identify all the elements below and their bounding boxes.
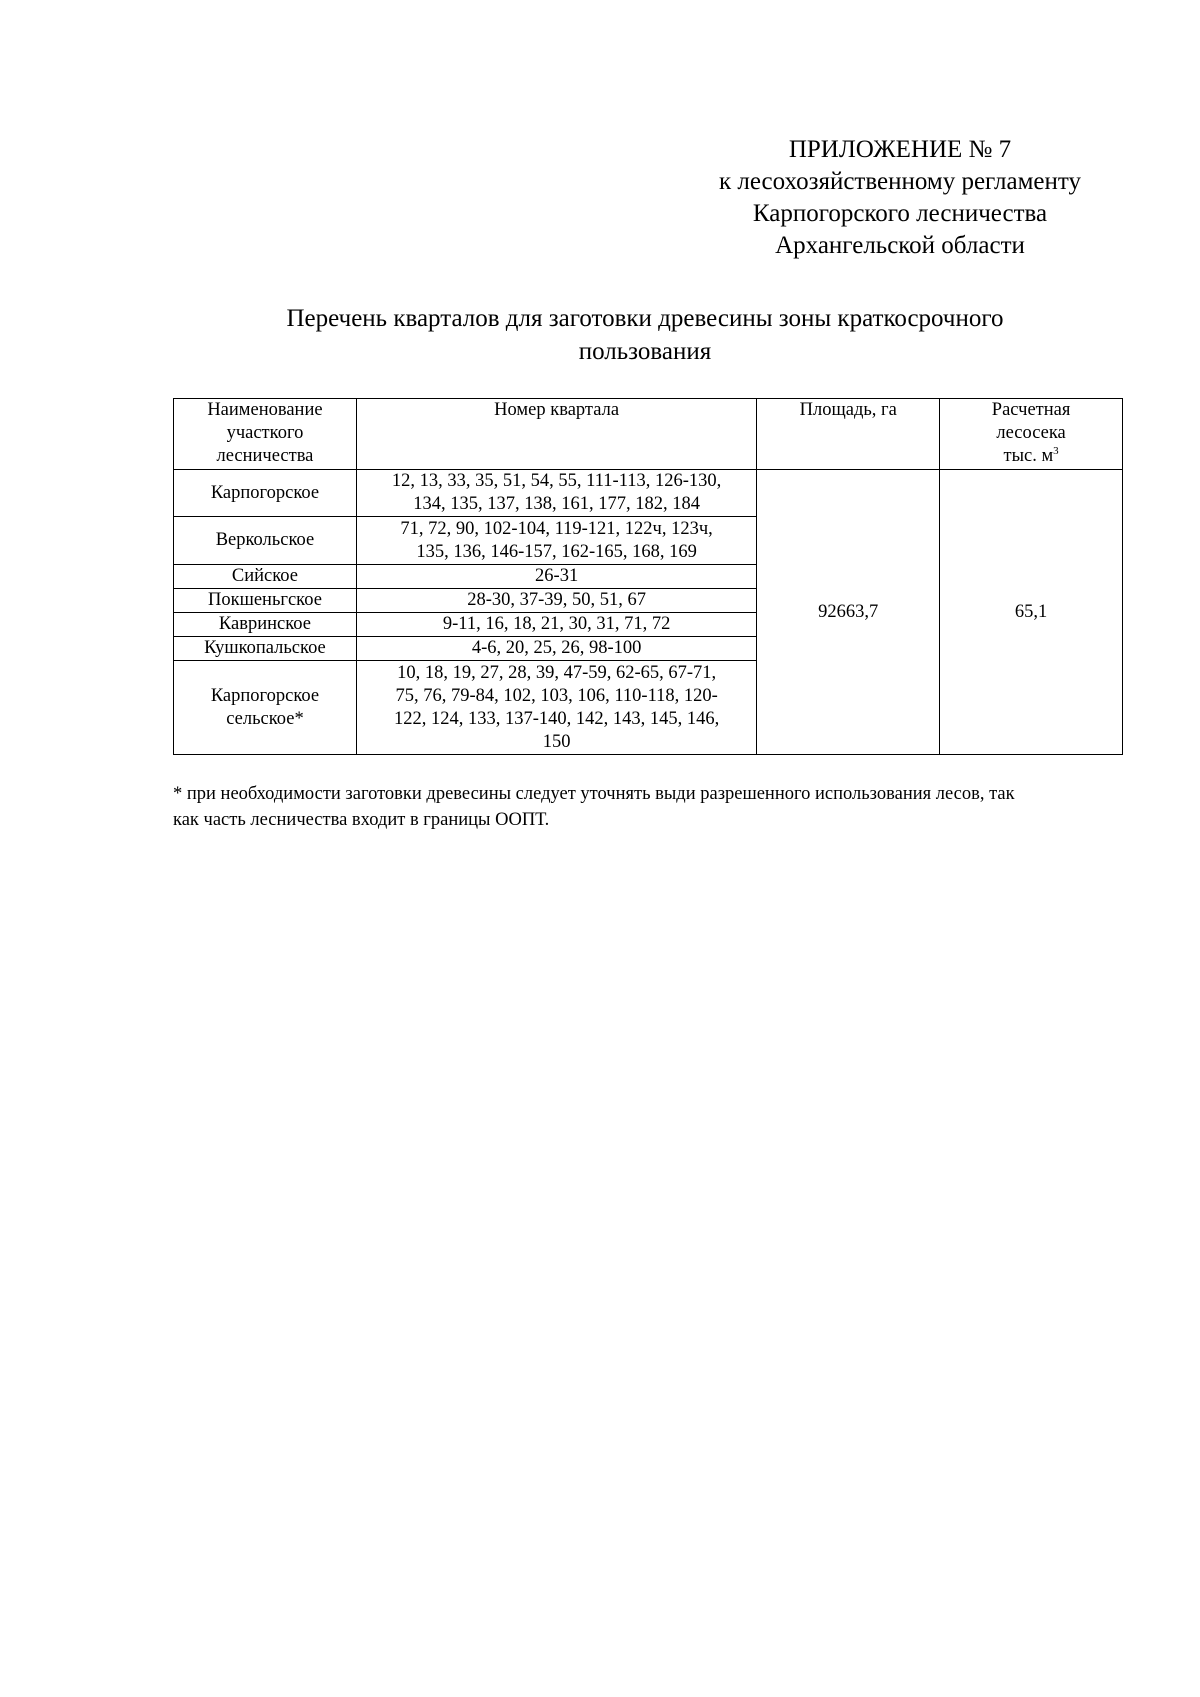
table-row (174, 470, 1123, 517)
forestry-name-cell: Кушкопальское (174, 637, 357, 661)
table-header-row (174, 399, 1123, 470)
header-area: Площадь, га (757, 399, 940, 470)
header-estimated-cut-line: Расчетная (991, 400, 1071, 420)
quarters-cell: 26-31 (356, 565, 756, 589)
header-quarter-number: Номер квартала (356, 399, 756, 470)
forestry-name-line: Карпогорское (210, 685, 320, 706)
forestry-name-cell: Карпогорское (174, 470, 357, 517)
appendix-header (680, 134, 1120, 262)
quarters-line: 12, 13, 33, 35, 51, 54, 55, 111-113, 126-130, (391, 471, 722, 491)
appendix-number: ПРИЛОЖЕНИЕ № 7 (788, 136, 1012, 163)
header-estimated-cut-unit: тыс. $м^3$ (1003, 444, 1059, 466)
document-title-line1: Перечень кварталов для заготовки древесины зоны краткосрочного (286, 305, 1004, 332)
document-title-line2: пользования (578, 338, 712, 365)
quarters-line: 150 (542, 731, 571, 752)
header-forestry-name-line: Наименование (207, 400, 323, 420)
area-cell: 92663,7 (757, 470, 940, 755)
appendix-subtitle: к лесохозяйственному регламенту (718, 168, 1082, 195)
forestry-name-cell (174, 661, 357, 755)
footnote (173, 781, 1123, 833)
quarters-cell: 4-6, 20, 25, 26, 98-100 (356, 637, 756, 661)
quarters-line: 71, 72, 90, 102-104, 119-121, 122ч, 123ч, (400, 518, 713, 539)
quarters-cell (356, 661, 756, 755)
appendix-forestry: Карпогорского лесничества (752, 200, 1048, 227)
footnote-line1: * при необходимости заготовки древесины следует уточнять выди разрешенного использования лесов, так (173, 784, 1015, 804)
estimated-cut-cell: 65,1 (940, 470, 1123, 755)
header-estimated-cut (940, 399, 1123, 470)
quarters-cell (356, 470, 756, 517)
quarters-line: 122, 124, 133, 137-140, 142, 143, 145, 146, (393, 708, 720, 729)
quarters-line: 10, 18, 19, 27, 28, 39, 47-59, 62-65, 67-71, (397, 662, 717, 683)
header-forestry-name-line: лесничества (216, 446, 314, 466)
header-estimated-cut-line: лесосека (996, 423, 1066, 443)
forestry-name-cell: Сийское (174, 565, 357, 589)
footnote-line2: как часть лесничества входит в границы ООПТ. (173, 810, 550, 830)
appendix-region: Архангельской области (775, 232, 1025, 259)
document-title (170, 302, 1120, 368)
forestry-name-cell: Покшеньгское (174, 589, 357, 613)
quarters-line: 134, 135, 137, 138, 161, 177, 182, 184 (413, 494, 700, 514)
header-forestry-name-line: участкого (226, 423, 304, 443)
quarters-line: 135, 136, 146-157, 162-165, 168, 169 (416, 541, 697, 562)
quarters-cell: 28-30, 37-39, 50, 51, 67 (356, 589, 756, 613)
forestry-name-line: сельское* (226, 708, 304, 729)
forestry-name-cell: Веркольское (174, 517, 357, 565)
quarters-line: 75, 76, 79-84, 102, 103, 106, 110-118, 120- (395, 685, 718, 706)
forestry-name-cell: Кавринское (174, 613, 357, 637)
quarters-cell (356, 517, 756, 565)
header-forestry-name (174, 399, 357, 470)
quarters-table (173, 398, 1123, 755)
quarters-cell: 9-11, 16, 18, 21, 30, 31, 71, 72 (356, 613, 756, 637)
